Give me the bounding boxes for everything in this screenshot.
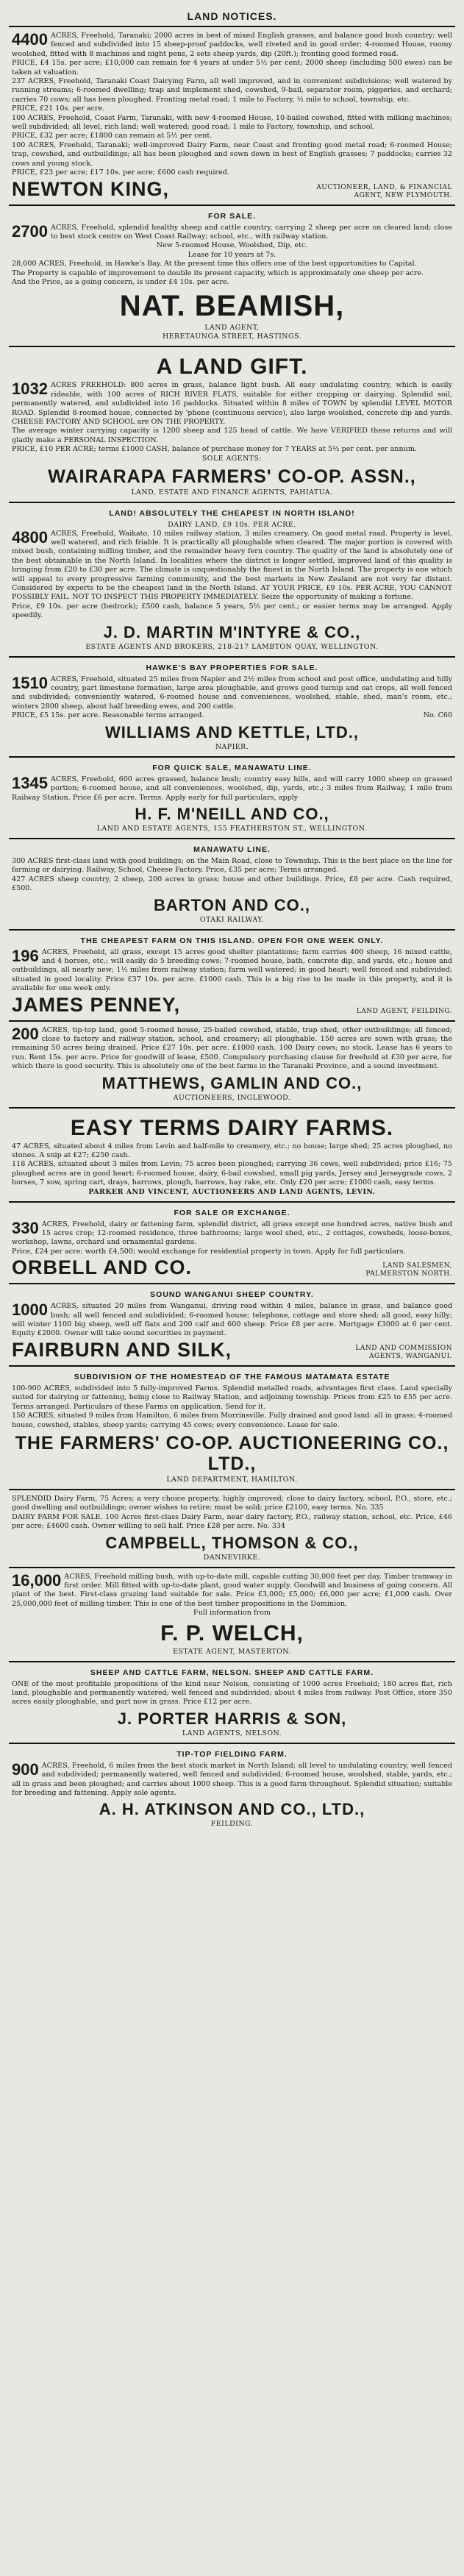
agent-name: H. F. M'NEILL AND CO., bbox=[135, 804, 329, 823]
ad-body-line: Price, £9 10s. per acre (bedrock); £500 cash, balance 5 years, 5½ per cent.; or easier terms may be arranged. Apply speedily. bbox=[12, 602, 452, 620]
agent-address: LAND AGENTS, NELSON. bbox=[182, 1729, 282, 1737]
ad-body-line: 237 ACRES, Freehold, Taranaki Coast Dairying Farm, all well improved, and in convenient subdivisions; well watered by running streams; 6-roomed dwelling; trap and implement shed, cowshed, 9-bail, separator room, piggeries, and orchard; carries 70 cows; all has been ploughed. Fronting metal road; 1 mile to Factory, ½ mile to school, township, etc. bbox=[12, 77, 452, 104]
ad-porter-harris bbox=[9, 1662, 455, 1744]
ad-body-line: 1345 ACRES, Freehold, 600 acres grassed, balance bush; country easy hills, and will carry 1000 sheep on grassed portion; 6-roomed house, and all conveniences, woolshed, dip, yards, etc.; 3 miles from Railway, 1 mile from Railway Station. Price £6 per acre. Terms. Apply early for full particulars, apply bbox=[12, 773, 452, 802]
agent-name: FAIRBURN AND SILK, bbox=[12, 1338, 232, 1361]
agent-name: F. P. WELCH, bbox=[160, 1620, 304, 1645]
ad-barton bbox=[9, 839, 455, 931]
ad-headline: EASY TERMS DAIRY FARMS. bbox=[70, 1115, 394, 1140]
agent-name: A. H. ATKINSON AND CO., LTD., bbox=[99, 1800, 365, 1819]
agent-row bbox=[12, 994, 452, 1016]
ad-fairburn-silk bbox=[9, 1284, 455, 1367]
ad-body-line: 4800 ACRES, Freehold, Waikato, 10 miles railway station, 3 miles creamery. On good metal road. Property is level, well watered, and rich friable. It is practically all ploughable when cleared. The major portion is covered with mixed bush, containing milling timber, and the remainder heavy fern country. The quality of the land is absolutely one of the best obtainable in the North Island. In localities where the district is longer settled, improved land of this quality is bringing from £20 to £30 per acre. The climate is unquestionably the finest in the North Island. The property is one which will appeal to every progressive farming community, and the best markets in New Zealand are not very far distant. Considered by experts to be the cheapest land in the North Island. AT YOUR PRICE, £9 10s. PER ACRE, YOU CANNOT POSSIBLY FAIL. NOT TO INSPECT THIS PROPERTY IMMEDIATELY. Seize the opportunity of making a fortune. bbox=[12, 527, 452, 602]
lead-number: 1510 bbox=[12, 673, 48, 692]
ad-body-line: ONE of the most profitable propositions of the kind near Nelson, consisting of 1000 acres Freehold; 180 acres flat, rich land, ploughable and permanently watered; well fenced and subdivided; about 4 miles from railway. Post Office, store 350 acres easily ploughable, and part now in grass. Price £12 per acre. bbox=[12, 1679, 452, 1707]
agent-name: CAMPBELL, THOMSON & CO., bbox=[105, 1533, 359, 1552]
agent-name: NAT. BEAMISH, bbox=[119, 290, 345, 323]
ad-headline: A LAND GIFT. bbox=[156, 355, 308, 380]
ad-body-line: 100 ACRES, Freehold, Taranaki; well-improved Dairy Farm, near Coast and fronting good metal road; 6-roomed House; trap, cowshed, and outbuildings; all has been ploughed and sown down in best of English grasses; 7 paddocks; carries 32 cows and young stock. bbox=[12, 140, 452, 168]
ad-orbell bbox=[9, 1203, 455, 1285]
ad-body-line: Full information from bbox=[193, 1609, 271, 1618]
agent-address: AUCTIONEER, LAND, & FINANCIAL AGENT, NEW PLYMOUTH. bbox=[316, 183, 452, 199]
agent-address: ESTATE AGENTS AND BROKERS, 218-217 LAMBTON QUAY, WELLINGTON. bbox=[85, 642, 379, 651]
agent-address: FEILDING. bbox=[210, 1820, 254, 1829]
agent-address: LAND AND COMMISSION AGENTS, WANGANUI. bbox=[355, 1344, 452, 1360]
ad-body-line: New 5-roomed House, Woolshed, Dip, etc. bbox=[156, 241, 308, 250]
ad-title: THE CHEAPEST FARM ON THIS ISLAND. OPEN FOR ONE WEEK ONLY. bbox=[80, 936, 384, 945]
agent-address: OTAKI RAILWAY. bbox=[199, 915, 265, 924]
ad-campbell-thomson bbox=[9, 1490, 455, 1568]
ad-body-line: PRICE, £23 per acre; £17 10s. per acre; £600 cash required. bbox=[12, 168, 229, 177]
ad-body-line: 330 ACRES, Freehold, dairy or fattening farm, splendid district, all grass except one hundred acres, native bush and 15 acres crop; 12-roomed residence, three bathrooms; large wool shed, etc., 2 cottages, cowsheds, loose-boxes, workshop, lawns, orchard and ornamental gardens. bbox=[12, 1218, 452, 1247]
page-heading: LAND NOTICES. bbox=[9, 6, 455, 27]
lead-number: 1345 bbox=[12, 773, 48, 792]
agent-address: LAND SALESMEN, PALMERSTON NORTH. bbox=[365, 1262, 452, 1278]
agent-address: ESTATE AGENT, MASTERTON. bbox=[173, 1647, 291, 1656]
ad-body-line: 427 ACRES sheep country, 2 sheep, 200 acres in grass; house and other buildings. Price, £8 per acre. Cash required, £500. bbox=[12, 875, 452, 893]
ad-body-line: PRICE, £4 15s. per acre; £10,000 can remain for 4 years at under 5½ per cent; 2000 sheep (including 500 ewes) can be taken at valuation. bbox=[12, 59, 452, 77]
ad-body-line: The average winter carrying capacity is 1200 sheep and 125 head of cattle. We have VERIFIED these returns and will gladly make a PERSONAL INSPECTION. bbox=[12, 427, 452, 444]
agent-address: LAND AND ESTATE AGENTS, 155 FEATHERSTON ST., WELLINGTON. bbox=[96, 824, 368, 833]
ad-body-line: 196 ACRES, Freehold, all grass, except 15 acres good shelter plantations; farm carries 400 sheep, 16 mixed cattle, and 4 horses, etc.; will easily do 5 breeding cows; 7-roomed house, bath, concrete dip, and yards, etc.; house and outbuildings, all nearly new; 1½ miles from railway station; farm well watered; in good heart; well fenced and subdivided; situated in good locality. Price £37 10s. per acre. £1000 cash. This is a big rise to be made in this property, and it is available for one week only. bbox=[12, 946, 452, 993]
lead-number: 1032 bbox=[12, 380, 48, 399]
newspaper-column bbox=[9, 0, 455, 1833]
ad-body-line: 900 ACRES, Freehold, 6 miles from the best stock market in North Island; all level to undulating country, well fenced and subdivided; permanently watered, well fenced and subdivided; 6-roomed house, woolshed, stable, yards, etc.; all in grass and been ploughed; and carries about 1000 sheep. This is a good farm throughout. Splendid situation; suitable for breeding and fattening. Apply sole agents. bbox=[12, 1760, 452, 1797]
ad-title: MANAWATU LINE. bbox=[193, 844, 271, 854]
ad-title: FOR SALE. bbox=[207, 211, 256, 221]
agent-name: PARKER AND VINCENT, AUCTIONEERS AND LAND AGENTS, LEVIN. bbox=[88, 1187, 376, 1196]
ad-body-line: And the Price, as a going concern, is under £4 10s. per acre. bbox=[12, 277, 229, 286]
ad-body-line: 118 ACRES, situated about 3 miles from Levin; 75 acres been ploughed; carrying 36 cows, well subdivided; price £16; 75 ploughed acres are in good heart; 6-roomed house, dairy, 6-bail cowshed, small pig yards, Jersey and Jerseygrade cows, 2 horses, 7 sow, spring cart, drays, harrows, plough, harrows, hay rake, etc. Only £20 per acre; £1000 cash, easy terms. bbox=[12, 1160, 452, 1187]
ad-jd-martin bbox=[9, 503, 455, 658]
ad-body-line: DAIRY FARM FOR SALE. 100 Acres first-class Dairy Farm, near dairy factory, P.O., railway station, school, etc. Price, £46 per acre; £4600 cash. Owner willing to sell half. Price £28 per acre. No. 334 bbox=[12, 1512, 452, 1531]
ad-body-line: 300 ACRES first-class land with good buildings; on the Main Road, close to Township. This is the best place on the line for farming or dairying. Railway, School, Cheese Factory. Price, £35 per acre; Terms arranged. bbox=[12, 856, 452, 875]
ad-title: HAWKE'S BAY PROPERTIES FOR SALE. bbox=[146, 663, 318, 672]
reference-number: No. C60 bbox=[423, 711, 452, 720]
ad-title: SOUND WANGANUI SHEEP COUNTRY. bbox=[150, 1290, 314, 1300]
lead-number: 16,000 bbox=[12, 1570, 62, 1590]
ad-james-penney bbox=[9, 931, 455, 1022]
lead-number: 196 bbox=[12, 946, 39, 965]
sole-agents-label: SOLE AGENTS: bbox=[201, 454, 263, 463]
lead-number: 200 bbox=[12, 1024, 39, 1043]
ad-body-line: 150 ACRES, situated 9 miles from Hamilton, 6 miles from Morrinsville. Fully drained and good land: all in grass; 4-roomed house, cowshed, stables, sheep yards; carrying 45 cows; every convenience. Lease for sale. bbox=[12, 1412, 452, 1429]
ad-body-line: 47 ACRES, situated about 4 miles from Levin and half-mile to creamery, etc.; no house; large shed; 25 acres ploughed, no stones. A snip at £27; £250 cash. bbox=[12, 1142, 452, 1159]
ad-body-line: 100 ACRES, Freehold, Coast Farm, Taranaki, with new 4-roomed House, 10-bailed cowshed, fitted with milking machines; well subdivided; all level, rich land; well watered; good road; 1 mile to Factory, township, and school. bbox=[12, 113, 452, 132]
agent-row bbox=[12, 1339, 452, 1361]
agent-address: NAPIER. bbox=[215, 742, 249, 751]
agent-row bbox=[12, 1256, 452, 1278]
ad-body-line: SPLENDID Dairy Farm, 75 Acres; a very choice property, highly improved; close to dairy factory, school, P.O., store, etc.; good dwelling and outbuildings; owner wishes to retire; must be sold; price £2100, easy terms. No. 335 bbox=[12, 1494, 452, 1512]
ad-fp-welch bbox=[9, 1568, 455, 1662]
lead-number: 330 bbox=[12, 1218, 39, 1237]
agent-name: THE FARMERS' CO-OP. AUCTIONEERING CO., LTD., bbox=[15, 1432, 449, 1474]
ad-body-line: 1000 ACRES, situated 20 miles from Wanganui, driving road within 4 miles, balance in grass, and balance good bush; all well fenced and subdivided; 6-roomed house; telephone, cottage and store shed; all good, easy hilly; will winter 1100 big sheep, well off flats and 200 calf and 600 sheep. Price £8 per acre. Mortgage £3000 at 6 per cent. Equity £2000. Owner will take sound securities in payment. bbox=[12, 1301, 452, 1338]
agent-address: LAND DEPARTMENT, HAMILTON. bbox=[166, 1475, 298, 1484]
agent-address: DANNEVIRKE. bbox=[203, 1553, 261, 1562]
lead-number: 900 bbox=[12, 1760, 39, 1779]
ad-newton-king bbox=[9, 27, 455, 206]
ad-nat-beamish bbox=[9, 206, 455, 348]
ad-parker-vincent bbox=[9, 1109, 455, 1203]
ad-subtitle: DAIRY LAND, £9 10s. PER ACRE. bbox=[168, 520, 296, 529]
ad-atkinson bbox=[9, 1744, 455, 1834]
ad-title: SHEEP AND CATTLE FARM, NELSON. SHEEP AND CATTLE FARM. bbox=[90, 1668, 374, 1677]
agent-name: WAIRARAPA FARMERS' CO-OP. ASSN., bbox=[48, 466, 416, 487]
ad-title: TIP-TOP FIELDING FARM. bbox=[176, 1749, 288, 1759]
ad-title: SUBDIVISION OF THE HOMESTEAD OF THE FAMOUS MATAMATA ESTATE bbox=[74, 1372, 390, 1381]
ad-body-line: PRICE, £21 10s. per acre. bbox=[12, 104, 105, 113]
ad-body-line: Lease for 10 years at 7s. bbox=[188, 250, 276, 259]
ad-title: FOR QUICK SALE, MANAWATU LINE. bbox=[152, 763, 312, 772]
lead-number: 1000 bbox=[12, 1301, 48, 1320]
ad-title: FOR SALE OR EXCHANGE. bbox=[174, 1208, 290, 1217]
ad-williams-kettle bbox=[9, 658, 455, 758]
ad-matthews-gamlin bbox=[9, 1022, 455, 1109]
agent-name: WILLIAMS AND KETTLE, LTD., bbox=[105, 722, 359, 741]
lead-number: 4800 bbox=[12, 527, 48, 547]
ad-body-line: 100-900 ACRES, subdivided into 5 fully-improved Farms. Splendid metalled roads, advantages first class. Land specially suited for dairying or fattening, being close to Railway Station, and adjoining township. Prices from £25 to £55 per acre. Terms arranged. Particulars of these Farms on application. Send for it. bbox=[12, 1384, 452, 1411]
ad-hf-mcneill bbox=[9, 758, 455, 839]
agent-address: LAND AGENT, FEILDING. bbox=[356, 1007, 452, 1015]
ad-body-line: 28,000 ACRES, Freehold, in Hawke's Bay. At the present time this offers one of the best opportunities to Capital. bbox=[12, 260, 417, 268]
ad-body-line: 2700 ACRES, Freehold, splendid healthy sheep and cattle country, carrying 2 sheep per acre on cleared land; close to best stock centre on West Coast Railway; school, etc., with railway station. bbox=[12, 221, 452, 241]
agent-name: J. D. MARTIN M'INTYRE & CO., bbox=[103, 622, 361, 641]
ad-body-line: PRICE, £10 PER ACRE; terms £1000 CASH, balance of purchase money for 7 YEARS at 5½ per cent. per annum. bbox=[12, 445, 417, 454]
agent-row bbox=[12, 178, 452, 200]
agent-address: HERETAUNGA STREET, HASTINGS. bbox=[162, 332, 302, 341]
agent-name: J. PORTER HARRIS & SON, bbox=[117, 1709, 347, 1728]
ad-farmers-coop-auctioneering bbox=[9, 1367, 455, 1490]
agent-title: LAND AGENT, bbox=[204, 324, 260, 332]
ad-body-line: 16,000 ACRES, Freehold milling bush, with up-to-date mill, capable cutting 30,000 feet per day. Timber tramway in first order. Mill fitted with up-to-date plant, good water supply. Goodwill and business of going concern. All plant of the best. First-class grazing land suitable for sale. Price £3,000; £5,000; £6,000 per acre; £1,000 cash. Over 25,000,000 feet of milling timber. This is one of the best timber propositions in the Dominion. bbox=[12, 1570, 452, 1608]
agent-address: AUCTIONEERS, INGLEWOOD. bbox=[173, 1093, 291, 1102]
ad-body-line: 1032 ACRES FREEHOLD: 800 acres in grass, balance light bush. All easy undulating country, which is easily rideable, with 100 acres of RICH RIVER FLATS, suitable for either cropping or dairying. Splendid soil, permanently watered, and subdivided into 16 paddocks. Situated within 8 miles of TOWN by splendid LEVEL MOTOR ROAD. Splendid 8-roomed house, connected by 'phone (continuous service), also large woolshed, concrete dip and yards. CHEESE FACTORY AND SCHOOL are ON THE PROPERTY. bbox=[12, 380, 452, 426]
agent-name: MATTHEWS, GAMLIN AND CO., bbox=[101, 1073, 363, 1092]
ad-body-line: Price, £24 per acre; worth £4,500; would exchange for residential property in town. Apply for full particulars. bbox=[12, 1247, 406, 1256]
ad-body-line: PRICE, £5 15s. per acre. Reasonable terms arranged. No. C60 bbox=[12, 711, 452, 720]
agent-name: JAMES PENNEY, bbox=[12, 993, 181, 1016]
lead-number: 2700 bbox=[12, 221, 48, 241]
lead-number: 4400 bbox=[12, 30, 48, 49]
ad-body-line: 200 ACRES, tip-top land, good 5-roomed house, 25-bailed cowshed, stable, trap shed, other outbuildings; all fenced; close to factory and railway station, school, and creamery; all ploughable. 150 acres are sown with grass; the remaining 50 acres being drained. Price £27 10s. per acre. £1000 cash. 100 Dairy cows; no stock. Lease has 6 years to run. Rent 15s. per acre. Price for goodwill of lease, £500. Compulsory purchasing clause for freehold at £30 per acre, for which there is good security. This is absolutely one of the best farms in the Taranaki Province, and a sound investment. bbox=[12, 1024, 452, 1071]
agent-name: NEWTON KING, bbox=[12, 177, 169, 200]
ad-body-line: The Property is capable of improvement to double its present capacity, which is approximately one sheep per acre. bbox=[12, 268, 424, 277]
agent-address: LAND, ESTATE AND FINANCE AGENTS, PAHIATUA. bbox=[131, 488, 333, 497]
ad-title: LAND! ABSOLUTELY THE CHEAPEST IN NORTH ISLAND! bbox=[109, 508, 355, 518]
ad-wairarapa bbox=[9, 347, 455, 502]
ad-body-line: 1510 ACRES, Freehold, situated 25 miles from Napier and 2½ miles from school and post office, undulating and hilly country, part limestone formation, large area ploughable, and grows good turnip and oat crops, all well fenced and subdivided; conveniently watered, 6-roomed house and conveniences, woolshed, stable, shed, man's room, etc.; winters 2800 sheep, about half breeding ewes, and 200 cattle. bbox=[12, 673, 452, 711]
ad-body-line: PRICE, £32 per acre; £1800 can remain at 5½ per cent. bbox=[12, 132, 213, 140]
agent-name: ORBELL AND CO. bbox=[12, 1256, 193, 1279]
agent-name: BARTON AND CO., bbox=[154, 895, 310, 914]
ad-body-line: 4400 ACRES, Freehold, Taranaki; 2000 acres in best of mixed English grasses, and balance good bush country; well fenced and subdivided into 15 sheep-proof paddocks, well riveted and in good order; 4-roomed House, roomy woolshed, fitted with 8 machines and night pens, 2 sets sheep yards, dip (20ft.); fronting good formed road. bbox=[12, 30, 452, 58]
